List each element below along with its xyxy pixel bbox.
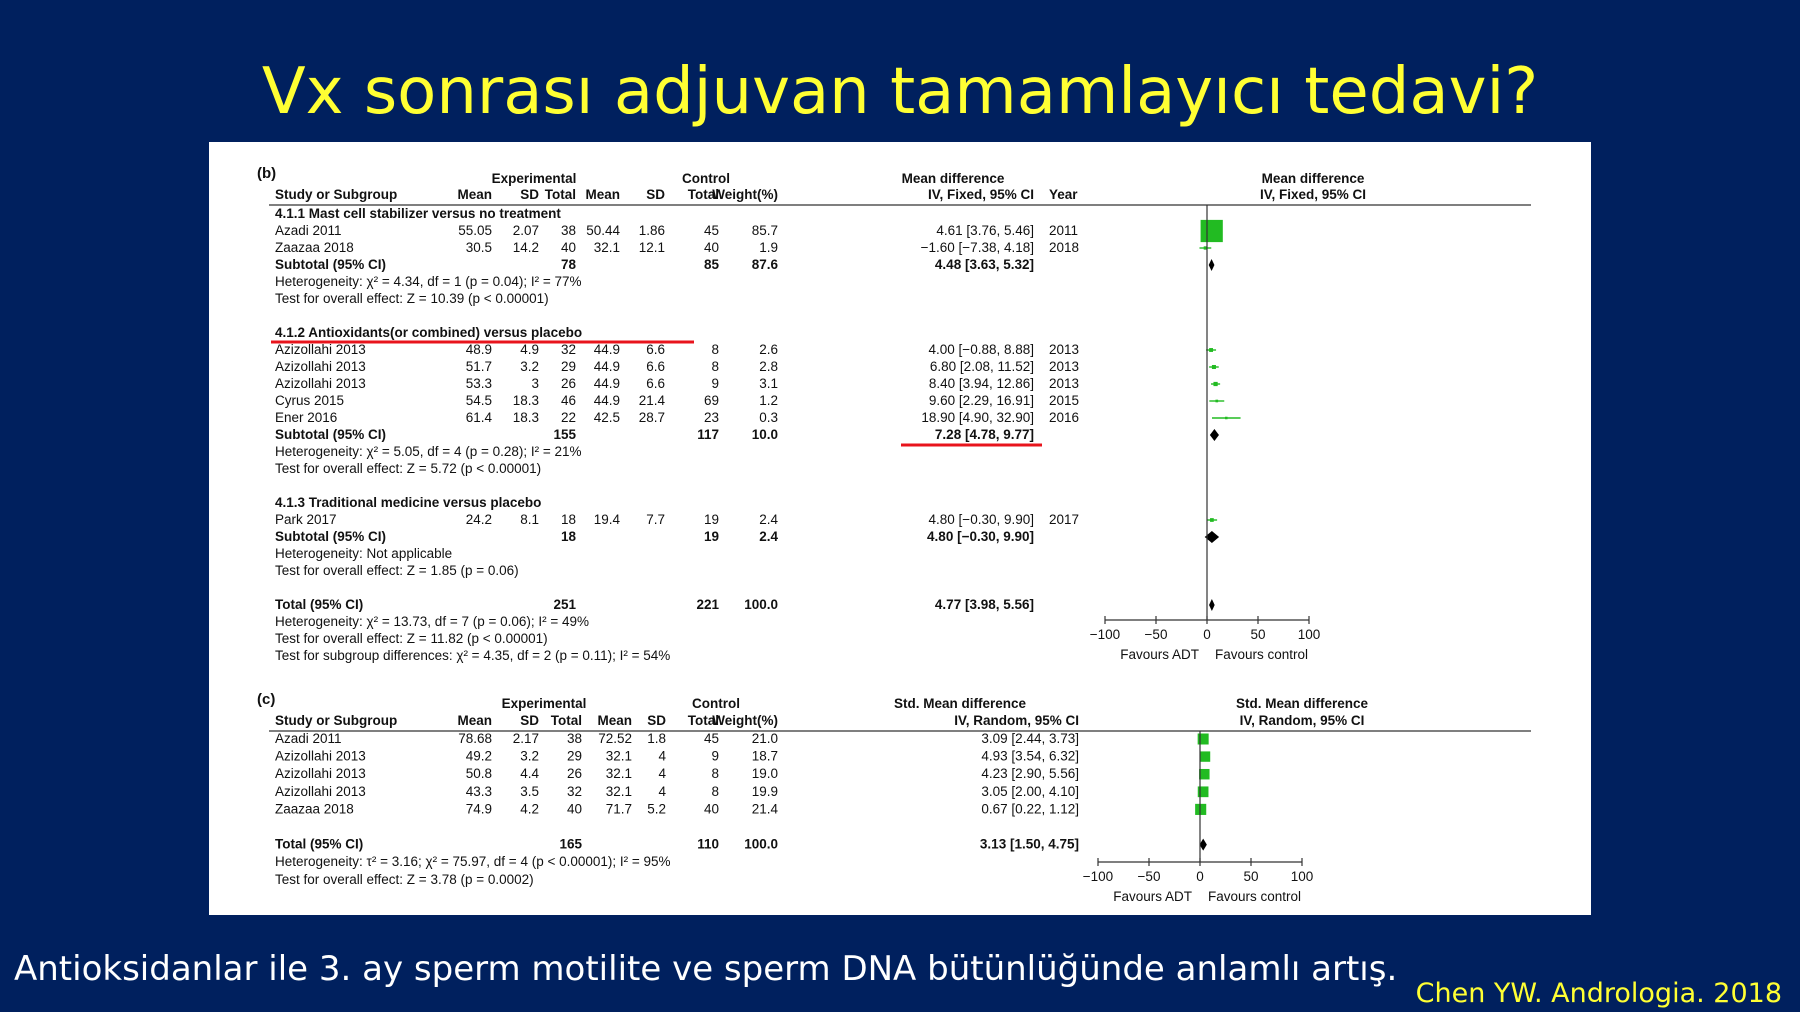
column-header: Mean [457,713,492,728]
statistics-note: Test for overall effect: Z = 5.72 (p < 0.00001) [275,461,542,476]
column-header: SD [520,187,539,202]
study-cell: 1.2 [759,393,778,408]
study-cell: 6.6 [646,376,665,391]
study-cell: 24.2 [465,512,492,527]
study-cell: 55.05 [458,223,492,238]
study-cell: 5.2 [647,801,666,817]
column-header: Total [544,187,576,202]
study-cell: 2017 [1049,512,1080,527]
study-cell: 4.9 [520,342,539,357]
column-header: Year [1049,187,1078,202]
study-cell: Park 2017 [275,512,337,527]
study-cell: 4.93 [3.54, 6.32] [981,748,1079,764]
study-cell: 44.9 [593,342,620,357]
total-cell: Total (95% CI) [275,597,364,612]
study-cell: 19.9 [751,783,778,799]
column-header: SD [647,713,666,728]
forest-plot-figure [209,142,1591,915]
study-cell: Azizollahi 2013 [275,359,366,374]
column-header: Mean [457,187,492,202]
study-cell: 40 [703,240,719,255]
study-cell: 1.9 [759,240,778,255]
study-cell: 26 [566,766,582,782]
panel-label: (b) [257,165,277,182]
study-cell: 2013 [1049,342,1080,357]
study-cell: Azizollahi 2013 [275,342,366,357]
statistics-note: Test for overall effect: Z = 3.78 (p = 0.0002) [275,871,534,887]
subtotal-cell: 18 [560,529,576,544]
study-cell: 2.4 [759,512,778,527]
column-header: SD [520,713,539,728]
study-cell: 9 [711,376,719,391]
study-cell: 21.4 [638,393,665,408]
study-cell: 26 [560,376,576,391]
summary-diamond [1209,259,1215,271]
study-cell: 2.8 [759,359,778,374]
group-header-effect: Std. Mean difference [893,696,1027,711]
study-cell: 50.8 [465,766,492,782]
slide-footer-text: Antioksidanlar ile 3. ay sperm motilite ve sperm DNA bütünlüğünde anlamlı artış. [14,949,1398,989]
study-marker [1198,734,1209,745]
study-cell: 44.9 [593,359,620,374]
study-marker [1195,804,1206,815]
study-cell: 18.3 [512,393,539,408]
study-cell: 3 [531,376,539,391]
subtotal-cell: 7.28 [4.78, 9.77] [934,427,1034,442]
study-cell: 30.5 [465,240,492,255]
study-cell: 3.2 [520,359,539,374]
study-cell: 32.1 [593,240,620,255]
total-cell: 100.0 [744,836,778,852]
study-cell: 22 [560,410,576,425]
subtotal-cell: 4.48 [3.63, 5.32] [934,257,1034,272]
study-cell: 78.68 [458,731,492,746]
study-cell: 85.7 [751,223,778,238]
subtotal-cell: 19 [703,529,719,544]
column-header: Weight(%) [712,713,778,728]
study-cell: 4 [658,766,666,782]
study-marker [1213,382,1217,386]
study-marker [1209,348,1213,352]
study-cell: Ener 2016 [275,410,338,425]
study-cell: 23 [703,410,719,425]
column-header: Mean [597,713,632,728]
study-cell: 6.80 [2.08, 11.52] [929,359,1034,374]
favours-right-label: Favours control [1208,889,1302,904]
total-cell: 110 [697,836,719,852]
study-cell: 3.5 [520,783,539,799]
study-marker [1201,220,1223,242]
study-cell: 8 [711,783,719,799]
study-cell: 44.9 [593,393,620,408]
study-cell: 2013 [1049,376,1080,391]
group-header-plot: Std. Mean difference [1235,696,1369,711]
statistics-note: Heterogeneity: χ² = 5.05, df = 4 (p = 0.28); I² = 21% [275,444,582,459]
study-cell: 9.60 [2.29, 16.91] [928,393,1034,408]
study-cell: 18.90 [4.90, 32.90] [921,410,1034,425]
study-cell: Azizollahi 2013 [275,748,366,764]
study-cell: 19.0 [751,766,778,782]
study-cell: 32.1 [605,748,632,764]
subgroup-heading: 4.1.2 Antioxidants(or combined) versus placebo [275,325,583,340]
study-cell: 2.6 [759,342,778,357]
study-cell: 42.5 [593,410,620,425]
study-cell: 50.44 [586,223,620,238]
study-cell: 1.86 [638,223,665,238]
subtotal-cell: 87.6 [751,257,778,272]
study-cell: 32 [566,783,582,799]
total-cell: 165 [559,836,582,852]
study-cell: 2016 [1049,410,1080,425]
study-cell: 29 [560,359,576,374]
study-cell: 8 [711,766,719,782]
study-cell: 6.6 [646,342,665,357]
study-cell: 1.8 [647,731,666,746]
total-cell: Total (95% CI) [275,836,364,852]
study-cell: 2.07 [512,223,539,238]
statistics-note: Test for overall effect: Z = 1.85 (p = 0.06) [275,563,519,578]
study-cell: 4.4 [520,766,539,782]
study-cell: Azizollahi 2013 [275,783,366,799]
column-header: Total [550,713,582,728]
subtotal-cell: Subtotal (95% CI) [275,529,387,544]
study-cell: 6.6 [646,359,665,374]
total-cell: 100.0 [744,597,778,612]
subtotal-cell: Subtotal (95% CI) [275,427,387,442]
total-cell: 4.77 [3.98, 5.56] [934,597,1034,612]
study-cell: 38 [560,223,576,238]
subtotal-cell: 78 [560,257,576,272]
study-cell: 72.52 [598,731,632,746]
study-cell: 4 [658,748,666,764]
column-header: IV, Random, 95% CI [954,713,1079,728]
x-axis-tick-label: −50 [1144,627,1168,642]
study-cell: 3.2 [520,748,539,764]
study-cell: 2018 [1049,240,1080,255]
x-axis-tick-label: 0 [1196,869,1204,884]
study-cell: 2013 [1049,359,1080,374]
statistics-note: Heterogeneity: χ² = 4.34, df = 1 (p = 0.04); I² = 77% [275,274,582,289]
study-cell: 40 [560,240,576,255]
study-cell: 48.9 [465,342,492,357]
x-axis-tick-label: 50 [1243,869,1259,884]
study-cell: 38 [566,731,582,746]
slide-title: Vx sonrası adjuvan tamamlayıcı tedavi? [261,55,1539,129]
study-cell: 44.9 [593,376,620,391]
statistics-note: Heterogeneity: χ² = 13.73, df = 7 (p = 0.06); I² = 49% [275,614,590,629]
total-cell: 3.13 [1.50, 4.75] [979,836,1079,852]
study-marker [1200,751,1210,761]
column-header: Study or Subgroup [275,187,398,202]
study-marker [1198,786,1209,797]
citation: Chen YW. Andrologia. 2018 [1415,978,1782,1009]
column-header: Total [687,713,719,728]
study-cell: 29 [566,748,582,764]
study-cell: 4 [658,783,666,799]
study-cell: 4.2 [520,801,539,817]
study-cell: 18.7 [751,748,778,764]
group-header-control: Control [692,696,740,711]
study-cell: 49.2 [465,748,492,764]
study-cell: Azizollahi 2013 [275,376,366,391]
study-cell: 2011 [1049,223,1079,238]
subgroup-heading: 4.1.3 Traditional medicine versus placebo [275,495,542,510]
statistics-note: Heterogeneity: Not applicable [275,546,453,561]
study-marker [1212,365,1216,369]
statistics-note: Test for overall effect: Z = 11.82 (p < 0.00001) [275,631,548,646]
study-cell: 8.40 [3.94, 12.86] [928,376,1034,391]
x-axis-tick-label: 50 [1250,627,1266,642]
study-cell: 18 [560,512,576,527]
study-cell: Cyrus 2015 [275,393,345,408]
x-axis-tick-label: −50 [1137,869,1161,884]
study-cell: 19 [703,512,719,527]
study-cell: 18.3 [512,410,539,425]
study-marker [1215,400,1218,403]
statistics-note: Test for overall effect: Z = 10.39 (p < 0.00001) [275,291,549,306]
study-cell: 4.61 [3.76, 5.46] [936,223,1034,238]
study-cell: 32 [560,342,576,357]
study-cell: 0.67 [0.22, 1.12] [981,801,1079,817]
study-cell: 3.09 [2.44, 3.73] [981,731,1079,746]
study-cell: 9 [711,748,719,764]
column-header: Mean [585,187,620,202]
group-header-plot: Mean difference [1261,171,1365,186]
study-cell: Azizollahi 2013 [275,766,366,782]
x-axis-tick-label: 100 [1297,627,1321,642]
favours-left-label: Favours ADT [1113,889,1192,904]
study-cell: 2.17 [512,731,539,746]
x-axis-tick-label: 100 [1290,869,1314,884]
column-header: Total [687,187,719,202]
study-cell: 21.4 [751,801,778,817]
total-cell: 221 [696,597,719,612]
study-cell: 51.7 [465,359,492,374]
study-cell: 21.0 [751,731,778,746]
column-header: IV, Fixed, 95% CI [927,187,1034,202]
study-cell: 8.1 [520,512,539,527]
summary-diamond [1210,429,1219,441]
study-cell: 7.7 [646,512,665,527]
study-cell: Azadi 2011 [275,731,342,746]
summary-diamond [1200,839,1207,851]
favours-right-label: Favours control [1215,647,1309,662]
study-cell: 40 [703,801,719,817]
plot-column-header: IV, Fixed, 95% CI [1259,187,1367,202]
study-cell: 3.05 [2.00, 4.10] [981,783,1079,799]
x-axis-tick-label: −100 [1082,869,1114,884]
study-cell: 12.1 [638,240,665,255]
statistics-note: Test for subgroup differences: χ² = 4.35, df = 2 (p = 0.11); I² = 54% [275,648,671,663]
study-cell: 46 [560,393,576,408]
group-header-experimental: Experimental [501,696,587,711]
study-cell: 43.3 [465,783,492,799]
column-header: Study or Subgroup [275,713,398,728]
total-cell: 251 [553,597,576,612]
study-cell: 28.7 [638,410,665,425]
study-marker [1210,518,1214,522]
x-axis-tick-label: −100 [1089,627,1121,642]
study-cell: 69 [703,393,719,408]
subtotal-cell: Subtotal (95% CI) [275,257,387,272]
study-cell: 61.4 [465,410,492,425]
study-cell: Zaazaa 2018 [275,801,354,817]
study-cell: 4.00 [−0.88, 8.88] [928,342,1034,357]
study-cell: 54.5 [465,393,492,408]
study-cell: −1.60 [−7.38, 4.18] [920,240,1034,255]
study-cell: 40 [566,801,582,817]
favours-left-label: Favours ADT [1120,647,1199,662]
subtotal-cell: 2.4 [759,529,778,544]
group-header-effect: Mean difference [901,171,1005,186]
study-cell: 8 [711,359,719,374]
study-cell: 53.3 [465,376,492,391]
plot-column-header: IV, Random, 95% CI [1239,713,1365,728]
study-cell: 2015 [1049,393,1080,408]
subgroup-heading: 4.1.1 Mast cell stabilizer versus no treatment [275,206,561,221]
study-marker [1199,769,1209,779]
study-cell: Azadi 2011 [275,223,342,238]
summary-diamond [1209,599,1215,611]
study-cell: 32.1 [605,783,632,799]
study-cell: 3.1 [759,376,778,391]
study-marker [1225,417,1228,420]
study-cell: 4.80 [−0.30, 9.90] [928,512,1034,527]
study-cell: 45 [703,731,719,746]
x-axis-tick-label: 0 [1203,627,1211,642]
study-cell: 71.7 [605,801,632,817]
column-header: SD [646,187,665,202]
subtotal-cell: 10.0 [751,427,778,442]
group-header-control: Control [682,171,730,186]
group-header-experimental: Experimental [491,171,577,186]
statistics-note: Heterogeneity: τ² = 3.16; χ² = 75.97, df = 4 (p < 0.00001); I² = 95% [275,854,671,870]
subtotal-cell: 155 [553,427,576,442]
subtotal-cell: 117 [697,427,719,442]
panel-label: (c) [257,691,276,708]
column-header: Weight(%) [712,187,778,202]
study-cell: Zaazaa 2018 [275,240,354,255]
study-cell: 4.23 [2.90, 5.56] [981,766,1079,782]
study-cell: 14.2 [512,240,539,255]
study-cell: 74.9 [465,801,492,817]
study-cell: 45 [703,223,719,238]
study-cell: 0.3 [759,410,778,425]
subtotal-cell: 4.80 [−0.30, 9.90] [927,529,1034,544]
study-cell: 32.1 [605,766,632,782]
subtotal-cell: 85 [703,257,719,272]
study-cell: 19.4 [593,512,620,527]
study-cell: 8 [711,342,719,357]
forest-plot-svg [209,142,1591,915]
